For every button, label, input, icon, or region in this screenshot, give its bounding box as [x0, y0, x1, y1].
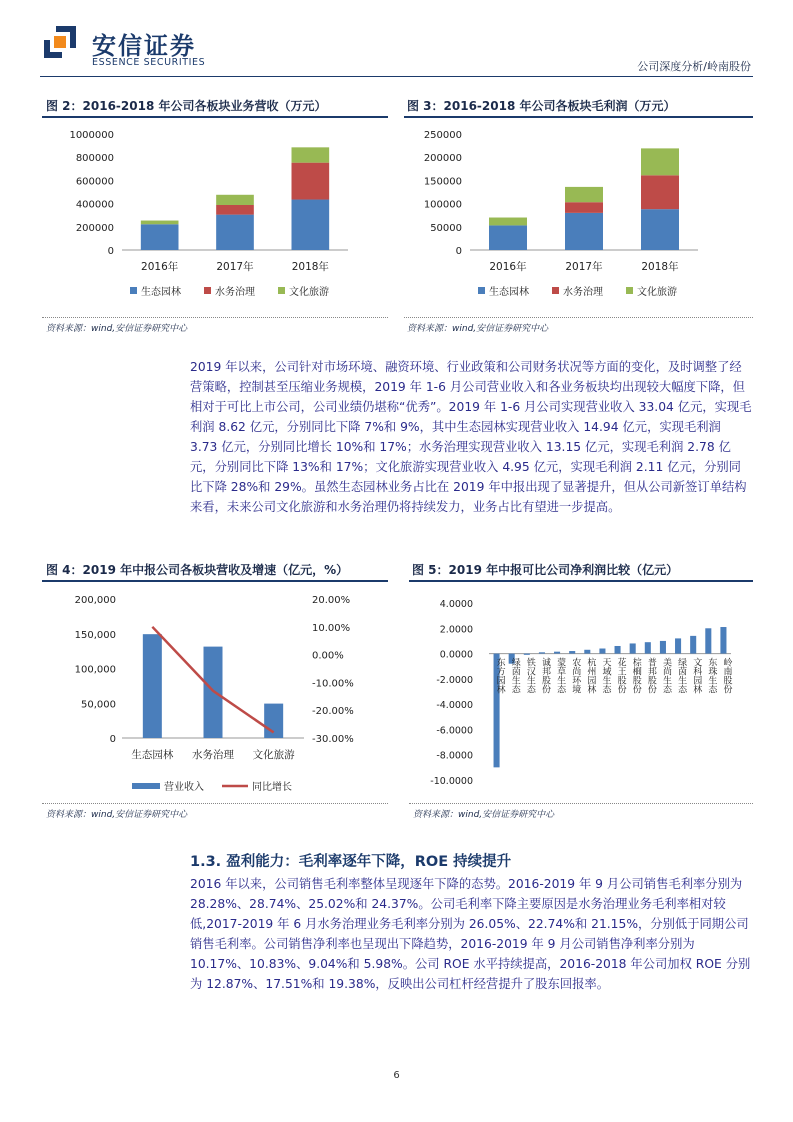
- fig3-source-rule: [404, 317, 753, 318]
- body-paragraph-1: [190, 357, 752, 517]
- x-tick-label: 棕榈股份: [630, 657, 641, 694]
- bar-segment: [292, 163, 330, 200]
- y-tick-label: 200,000: [74, 595, 116, 606]
- x-tick-label: 天域生态: [600, 657, 611, 694]
- bar: [599, 649, 605, 654]
- fig5-source: 资料来源：wind,安信证券研究中心: [413, 810, 555, 820]
- bar: [675, 638, 681, 653]
- section-heading: 1.3. 盈利能力：毛利率逐年下降，ROE 持续提升: [190, 854, 512, 870]
- y2-tick-label: -20.00%: [312, 706, 354, 718]
- y-tick-label: 600000: [75, 176, 114, 188]
- x-tick-label: 农尚环境: [570, 657, 581, 694]
- y-tick-label: -2.0000: [436, 674, 473, 686]
- body-paragraph-2-text: 2016 年以来，公司销售毛利率整体呈现逐年下降的态势。2016-2019 年 9 月公司销售毛利率分别为 28.28%、28.74%、25.02%和 24.37%。公司毛利率下降主要原因是水务治理业务毛利率相对较低,2017-2019 年 6 月水务治理业务毛利率分别为 26.05%、22.74%和 21.15%，分别低于同期公司销售毛利率。公司销售净利率也呈现出下降趋势，2016-2019 年 9 月公司销售净利率分别为 10.17%、10.83%、9.04%和 5.98%。公司 ROE 水平持续提高，2016-2018 年公司加权 ROE 分别为 12.87%、17.51%和 19.38%，反映出公司杠杆经营提升了股东回报率。: [190, 877, 751, 991]
- bar-segment: [216, 195, 254, 205]
- x-tick-label: 文化旅游: [252, 749, 295, 761]
- bar: [554, 652, 560, 654]
- bar: [645, 642, 651, 653]
- bar-segment: [565, 187, 603, 202]
- bar: [524, 654, 530, 655]
- x-tick-label: 2017年: [216, 261, 254, 273]
- y-tick-label: 0: [107, 246, 114, 257]
- y2-tick-label: 20.00%: [312, 595, 351, 606]
- bar-segment: [216, 205, 254, 215]
- y-tick-label: -6.0000: [436, 725, 473, 737]
- body-paragraph-2: [190, 874, 752, 994]
- fig4-title: 图 4：2019 年中报公司各板块营收及增速（亿元，%）: [46, 563, 349, 577]
- fig2-source: 资料来源：wind,安信证券研究中心: [46, 324, 188, 334]
- bar: [660, 641, 666, 654]
- y2-tick-label: 10.00%: [312, 622, 351, 634]
- x-tick-label: 普邦股份: [645, 657, 656, 694]
- bar: [690, 636, 696, 654]
- bar-segment: [641, 175, 679, 209]
- y-tick-label: -8.0000: [436, 750, 473, 762]
- legend-label: 生态园林: [489, 287, 529, 298]
- y-tick-label: -4.0000: [436, 700, 473, 712]
- bar: [720, 627, 726, 654]
- report-tag: 公司深度分析/岭南股份: [637, 60, 751, 73]
- y-tick-label: 0: [455, 246, 462, 257]
- header-rule: [40, 76, 753, 77]
- x-tick-label: 2018年: [291, 261, 329, 273]
- y2-tick-label: -30.00%: [312, 734, 354, 745]
- legend-swatch: [132, 783, 160, 789]
- bar: [630, 643, 636, 653]
- x-tick-label: 杭州园林: [585, 657, 596, 694]
- legend-label: 文化旅游: [289, 287, 329, 298]
- legend-swatch: [204, 287, 211, 294]
- y-tick-label: 4.0000: [439, 599, 473, 610]
- x-tick-label: 绿茵生态: [676, 657, 687, 694]
- bar: [539, 652, 545, 653]
- bar: [264, 704, 283, 738]
- x-tick-label: 东方园林: [494, 657, 505, 694]
- legend-label: 水务治理: [563, 287, 603, 298]
- x-tick-label: 东珠生态: [706, 657, 717, 694]
- legend-label: 生态园林: [141, 287, 181, 298]
- bar-segment: [141, 224, 179, 250]
- y-tick-label: 200000: [75, 222, 114, 234]
- fig2-source-rule: [42, 317, 388, 318]
- bar: [143, 634, 162, 738]
- x-tick-label: 岭南股份: [721, 657, 732, 694]
- legend-swatch: [626, 287, 633, 294]
- logo-text-en: ESSENCE SECURITIES: [92, 57, 206, 68]
- y-tick-label: 0: [109, 734, 116, 745]
- logo-mark-icon: [42, 24, 78, 60]
- bar: [705, 628, 711, 653]
- bar-segment: [565, 213, 603, 250]
- bar-segment: [489, 225, 527, 250]
- y-tick-label: 0.0000: [439, 649, 473, 661]
- x-tick-label: 2016年: [489, 261, 527, 273]
- body-paragraph-1-text: 2019 年以来，公司针对市场环境、融资环境、行业政策和公司财务状况等方面的变化，及时调整了经营策略，控制甚至压缩业务规模，2019 年 1-6 月公司营业收入和各业务板块均出现较大幅度下降，但相对于可比上市公司，公司业绩仍堪称“优秀”。2019 年 1-6 月公司实现营业收入 33.04 亿元，实现毛利润 8.62 亿元，分别同比下降 7%和 9%，其中生态园林实现营业收入 14.94 亿元，实现毛利润 3.73 亿元，分别同比增长 10%和 17%；水务治理实现营业收入 13.15 亿元，实现毛利润 2.78 亿元，分别同比下降 13%和 17%；文化旅游实现营业收入 4.95 亿元，实现毛利润 2.11 亿元，分别同比下降 28%和 29%。虽然生态园林业务占比在 2019 年中报出现了显著提升，但从公司新签订单结构来看，未来公司文化旅游和水务治理仍将持续发力，业务占比有望进一步提高。: [190, 360, 752, 514]
- bar-segment: [141, 221, 179, 225]
- logo: [42, 24, 78, 60]
- bar: [615, 646, 621, 654]
- y-tick-label: 100000: [423, 199, 462, 211]
- y2-tick-label: 0.00%: [312, 650, 344, 662]
- bar-segment: [292, 200, 330, 250]
- bar: [584, 650, 590, 654]
- bar-segment: [489, 218, 527, 226]
- y-tick-label: 150,000: [74, 629, 116, 641]
- bar-segment: [565, 202, 603, 213]
- bar-segment: [292, 147, 330, 162]
- y-tick-label: 50000: [430, 222, 462, 234]
- bar-segment: [641, 209, 679, 250]
- x-tick-label: 文科园林: [691, 657, 702, 694]
- x-tick-label: 水务治理: [192, 749, 234, 761]
- y-tick-label: -10.0000: [430, 776, 473, 787]
- fig3-title-rule: [404, 116, 753, 118]
- fig4-source: 资料来源：wind,安信证券研究中心: [46, 810, 188, 820]
- y-tick-label: 200000: [423, 153, 462, 165]
- legend-label: 营业收入: [164, 782, 204, 793]
- bar: [569, 651, 575, 654]
- fig5-title-rule: [409, 580, 753, 582]
- page-number: 6: [393, 1070, 400, 1081]
- fig2-chart: [42, 122, 388, 312]
- y-tick-label: 50,000: [81, 699, 116, 711]
- fig4-source-rule: [42, 803, 388, 804]
- fig4-chart: [42, 586, 388, 800]
- fig3-title: 图 3：2016-2018 年公司各板块毛利润（万元）: [407, 99, 676, 113]
- fig5-title: 图 5：2019 年中报可比公司净利润比较（亿元）: [412, 563, 679, 577]
- x-tick-label: 美尚生态: [660, 657, 671, 694]
- fig5-source-rule: [409, 803, 753, 804]
- y-tick-label: 100,000: [74, 664, 116, 676]
- legend-swatch: [130, 287, 137, 294]
- y-tick-label: 150000: [423, 176, 462, 188]
- fig3-chart: [404, 122, 753, 312]
- legend-swatch: [552, 287, 559, 294]
- x-tick-label: 蒙草生态: [555, 657, 566, 694]
- fig2-title-rule: [42, 116, 388, 118]
- y-tick-label: 250000: [423, 130, 462, 141]
- legend-swatch: [478, 287, 485, 294]
- y-tick-label: 2.0000: [439, 624, 473, 636]
- bar-segment: [641, 148, 679, 175]
- bar: [204, 647, 223, 738]
- y-tick-label: 400000: [75, 199, 114, 211]
- x-tick-label: 生态园林: [131, 749, 174, 761]
- y-tick-label: 800000: [75, 153, 114, 165]
- x-tick-label: 绿茵生态: [509, 657, 520, 694]
- fig2-title: 图 2：2016-2018 年公司各板块业务营收（万元）: [46, 99, 327, 113]
- x-tick-label: 2018年: [641, 261, 679, 273]
- x-tick-label: 花王股份: [615, 657, 626, 694]
- y-tick-label: 1000000: [69, 130, 114, 141]
- legend-label: 同比增长: [252, 782, 292, 793]
- bar-segment: [216, 215, 254, 250]
- legend-label: 水务治理: [215, 287, 255, 298]
- fig4-title-rule: [42, 580, 388, 582]
- legend-label: 文化旅游: [637, 287, 677, 298]
- x-tick-label: 2017年: [565, 261, 603, 273]
- y2-tick-label: -10.00%: [312, 678, 354, 690]
- fig3-source: 资料来源：wind,安信证券研究中心: [407, 324, 549, 334]
- logo-text-cn: 安信证券: [92, 32, 196, 60]
- fig5-chart: [409, 586, 753, 800]
- x-tick-label: 诚邦股份: [539, 657, 550, 694]
- x-tick-label: 铁汉生态: [524, 657, 535, 694]
- x-tick-label: 2016年: [141, 261, 179, 273]
- legend-swatch: [278, 287, 285, 294]
